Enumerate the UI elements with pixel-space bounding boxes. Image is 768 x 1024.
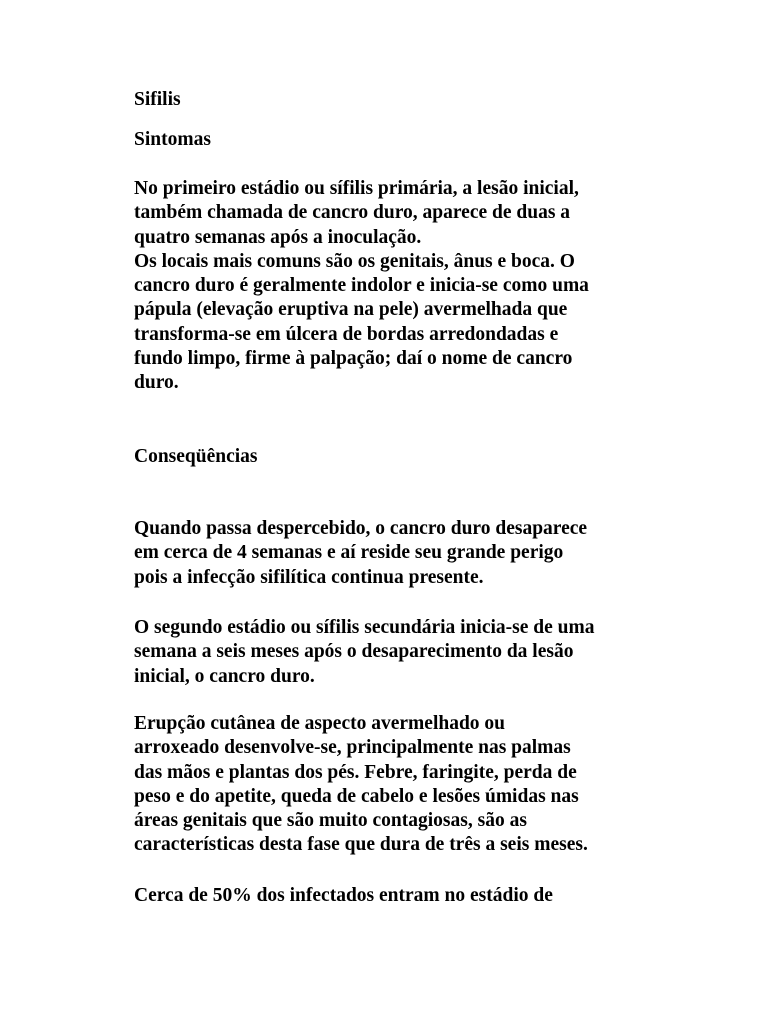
paragraph-line: transforma-se em úlcera de bordas arredondadas e bbox=[134, 323, 559, 345]
paragraph-line: fundo limpo, firme à palpação; daí o nome de cancro bbox=[134, 348, 573, 370]
paragraph-line: semana a seis meses após o desaparecimento da lesão bbox=[134, 641, 574, 663]
consequences-paragraph-1 bbox=[134, 517, 654, 590]
paragraph-line: pápula (elevação eruptiva na pele) avermelhada que bbox=[134, 299, 568, 321]
paragraph-line: peso e do apetite, queda de cabelo e lesões úmidas nas bbox=[134, 785, 579, 807]
paragraph-line: áreas genitais que são muito contagiosas, são as bbox=[134, 810, 527, 832]
paragraph-line: cancro duro é geralmente indolor e inicia-se como uma bbox=[134, 275, 589, 297]
paragraph-line: também chamada de cancro duro, aparece de duas a bbox=[134, 202, 571, 224]
symptoms-heading-text: Sintomas bbox=[134, 129, 211, 150]
paragraph-line: das mãos e plantas dos pés. Febre, faringite, perda de bbox=[134, 761, 577, 783]
consequences-paragraph-4 bbox=[134, 884, 654, 908]
consequences-heading-text: Conseqüências bbox=[134, 446, 258, 467]
consequences-heading bbox=[134, 445, 654, 469]
paragraph-line: pois a infecção sifilítica continua presente. bbox=[134, 566, 484, 588]
paragraph-line: quatro semanas após a inoculação. bbox=[134, 226, 422, 248]
paragraph-line: em cerca de 4 semanas e aí reside seu grande perigo bbox=[134, 542, 564, 564]
paragraph-line: características desta fase que dura de três a seis meses. bbox=[134, 834, 588, 856]
paragraph-line: Quando passa despercebido, o cancro duro desaparece bbox=[134, 518, 588, 539]
paragraph-line: O segundo estádio ou sífilis secundária inicia-se de uma bbox=[134, 617, 595, 638]
document-title bbox=[134, 88, 654, 112]
symptoms-heading bbox=[134, 128, 654, 152]
paragraph-line: arroxeado desenvolve-se, principalmente nas palmas bbox=[134, 737, 571, 759]
title-text: Sifilis bbox=[134, 89, 181, 110]
paragraph-line: Erupção cutânea de aspecto avermelhado ou bbox=[134, 713, 506, 734]
paragraph-line: duro. bbox=[134, 372, 179, 394]
symptoms-paragraph bbox=[134, 177, 654, 396]
paragraph-line: Os locais mais comuns são os genitais, ânus e boca. O bbox=[134, 250, 575, 272]
consequences-paragraph-3 bbox=[134, 712, 654, 858]
consequences-paragraph-2 bbox=[134, 616, 654, 689]
paragraph-line: No primeiro estádio ou sífilis primária, a lesão inicial, bbox=[134, 178, 579, 199]
paragraph-line: inicial, o cancro duro. bbox=[134, 665, 315, 687]
paragraph-line: Cerca de 50% dos infectados entram no estádio de bbox=[134, 885, 553, 906]
